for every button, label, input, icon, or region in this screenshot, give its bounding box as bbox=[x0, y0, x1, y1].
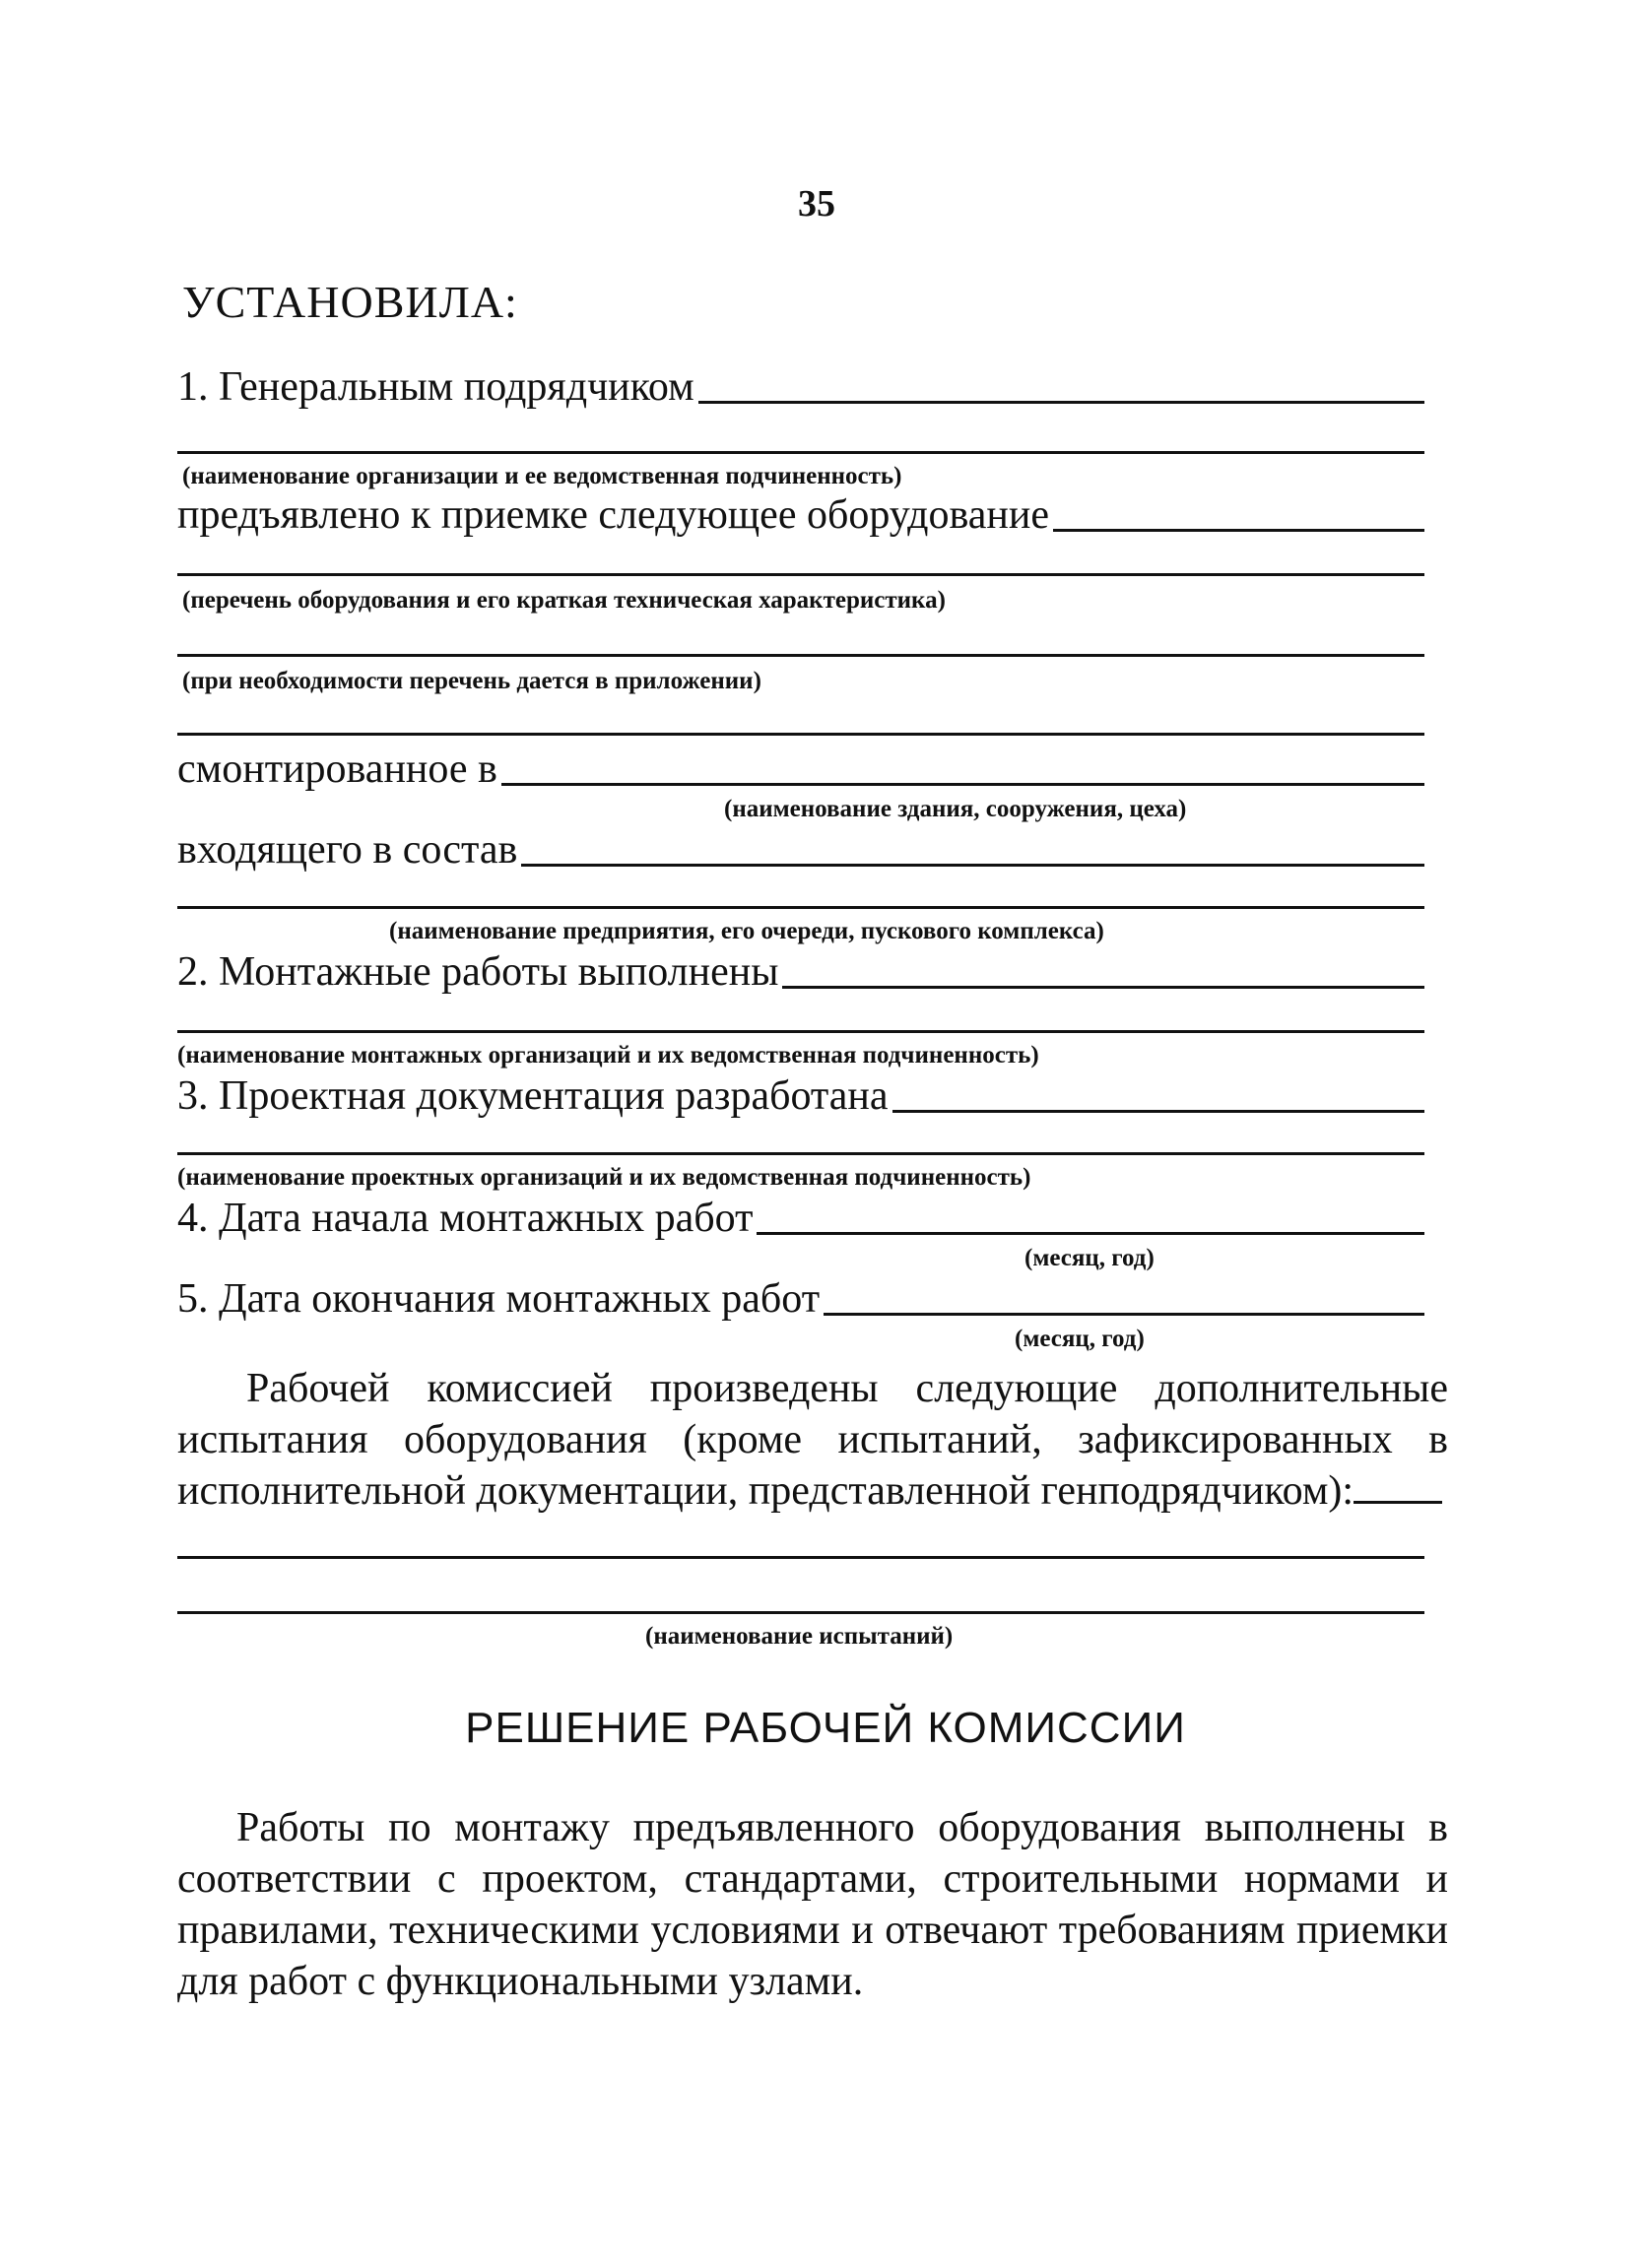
mounted-note: (наименование здания, сооружения, цеха) bbox=[724, 796, 1187, 822]
start-date-row bbox=[177, 1198, 1424, 1239]
general-contractor-note: (наименование организации и ее ведомственная подчиненность) bbox=[182, 463, 902, 489]
tests-paragraph bbox=[177, 1363, 1448, 1517]
tests-inline-blank bbox=[1354, 1501, 1442, 1504]
heading-established: УСТАНОВИЛА: bbox=[182, 277, 518, 327]
end-date-label: 5. Дата окончания монтажных работ bbox=[177, 1276, 821, 1322]
project-docs-label: 3. Проектная документация разработана bbox=[177, 1073, 889, 1119]
tests-note: (наименование испытаний) bbox=[645, 1623, 954, 1650]
equipment-blank-4 bbox=[177, 733, 1424, 736]
part-of-note: (наименование предприятия, его очереди, пускового комплекса) bbox=[389, 918, 1104, 944]
tests-blank-2 bbox=[177, 1611, 1424, 1614]
part-of-label: входящего в состав bbox=[177, 827, 518, 873]
equipment-note-appendix: (при необходимости перечень дается в приложении) bbox=[182, 668, 761, 694]
installation-works-blank bbox=[782, 986, 1424, 989]
project-docs-blank-2 bbox=[177, 1152, 1424, 1155]
installation-works-blank-2 bbox=[177, 1030, 1424, 1033]
part-of-row bbox=[177, 829, 1424, 871]
start-date-note: (месяц, год) bbox=[1024, 1245, 1155, 1271]
decision-title: РЕШЕНИЕ РАБОЧЕЙ КОМИССИИ bbox=[465, 1704, 1186, 1752]
tests-blank-1 bbox=[177, 1556, 1424, 1559]
general-contractor-row bbox=[177, 366, 1424, 408]
installation-works-note: (наименование монтажных организаций и их ведомственная подчиненность) bbox=[177, 1042, 1039, 1069]
end-date-blank bbox=[824, 1313, 1424, 1316]
end-date-row bbox=[177, 1278, 1424, 1320]
equipment-blank-3 bbox=[177, 654, 1424, 657]
end-date-note: (месяц, год) bbox=[1015, 1326, 1145, 1352]
part-of-blank-2 bbox=[177, 906, 1424, 909]
equipment-row bbox=[177, 494, 1424, 536]
equipment-blank-2 bbox=[177, 573, 1424, 576]
installation-works-label: 2. Монтажные работы выполнены bbox=[177, 949, 779, 995]
mounted-blank bbox=[501, 783, 1424, 786]
page-number: 35 bbox=[798, 183, 835, 225]
mounted-row bbox=[177, 748, 1424, 790]
general-contractor-blank bbox=[698, 401, 1424, 404]
installation-works-row bbox=[177, 951, 1424, 993]
tests-paragraph-text: Рабочей комиссией произведены следующие дополнительные испытания оборудования (кроме испытаний, зафиксированных в исполнительной документации, представленной генподрядчиком): bbox=[177, 1366, 1448, 1514]
part-of-blank bbox=[521, 864, 1424, 867]
equipment-label: предъявлено к приемке следующее оборудование bbox=[177, 492, 1050, 538]
equipment-note-characteristics: (перечень оборудования и его краткая техническая характеристика) bbox=[182, 587, 946, 614]
general-contractor-label: 1. Генеральным подрядчиком bbox=[177, 364, 694, 410]
start-date-blank bbox=[757, 1232, 1424, 1235]
start-date-label: 4. Дата начала монтажных работ bbox=[177, 1196, 754, 1241]
mounted-label: смонтированное в bbox=[177, 746, 497, 792]
project-docs-row bbox=[177, 1075, 1424, 1117]
decision-paragraph: Работы по монтажу предъявленного оборудования выполнены в соответствии с проектом, стандартами, строительными нормами и правилами, техническими условиями и отвечают требованиям приемки для работ с функциональными узлами. bbox=[177, 1805, 1448, 2004]
equipment-blank bbox=[1053, 529, 1424, 532]
general-contractor-blank-2 bbox=[177, 451, 1424, 454]
project-docs-note: (наименование проектных организаций и их ведомственная подчиненность) bbox=[177, 1164, 1031, 1191]
project-docs-blank bbox=[892, 1110, 1424, 1113]
